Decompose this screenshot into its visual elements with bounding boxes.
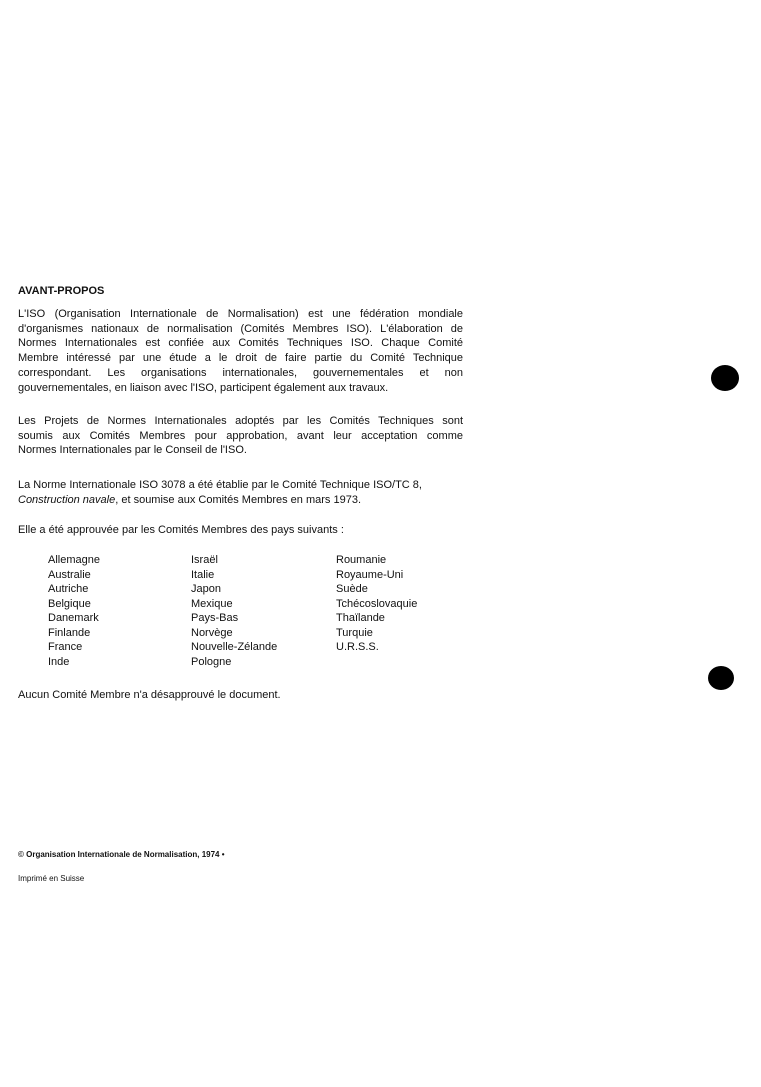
country: Suède: [336, 583, 368, 595]
country: Australie: [48, 568, 91, 581]
text-line: d'organismes nationaux de normalisation (Comités Membres ISO). L'élaboration de: [18, 322, 463, 335]
binding-hole-mark: [708, 666, 734, 690]
country: Mexique: [191, 597, 233, 610]
country: Royaume-Uni: [336, 568, 404, 581]
country: France: [48, 641, 83, 653]
approval-intro: Elle a été approuvée par les Comités Membres des pays suivants :: [18, 524, 344, 536]
country: Finlande: [48, 626, 91, 639]
text-line: correspondant. Les organisations internationales, gouvernementales et non: [18, 366, 463, 379]
country-column-2: [191, 553, 277, 669]
text-line: [18, 493, 463, 508]
country: Autriche: [48, 583, 89, 595]
country: Danemark: [48, 612, 99, 624]
text-line: L'ISO (Organisation Internationale de Normalisation) est une fédération mondiale: [18, 308, 463, 320]
text-line: Normes Internationales est confiée aux Comités Techniques ISO. Chaque Comité: [18, 337, 463, 350]
country: Norvège: [191, 626, 233, 639]
country: Belgique: [48, 597, 91, 610]
country: Pays-Bas: [191, 612, 239, 624]
country-column-3: [336, 553, 417, 655]
country: Italie: [191, 568, 215, 581]
country-column-1: [48, 553, 100, 669]
copyright-notice: © Organisation Internationale de Normalisation, 1974 •: [18, 850, 225, 859]
committee-name: Construction navale: [18, 493, 116, 506]
country: Nouvelle-Zélande: [191, 641, 278, 653]
country: Tchécoslovaquie: [336, 597, 418, 610]
binding-hole-mark: [711, 365, 739, 391]
foreword-paragraph-1: [18, 307, 463, 395]
foreword-paragraph-2: [18, 414, 463, 458]
foreword-paragraph-3: [18, 478, 463, 507]
text-line: gouvernementales, en liaison avec l'ISO, participent également aux travaux.: [18, 381, 389, 394]
country: Roumanie: [336, 554, 387, 566]
text-line: Les Projets de Normes Internationales adoptés par les Comités Techniques sont: [18, 415, 463, 427]
text-fragment: , et soumise aux Comités Membres en mars 1973.: [115, 493, 361, 506]
country: Israël: [191, 554, 218, 566]
text-line: Normes Internationales par le Conseil de l'ISO.: [18, 444, 247, 457]
text-line: soumis aux Comités Membres pour approbation, avant leur acceptation comme: [18, 429, 463, 442]
disapproval-note: Aucun Comité Membre n'a désapprouvé le document.: [18, 689, 281, 701]
country: U.R.S.S.: [336, 641, 379, 653]
printed-in: Imprimé en Suisse: [18, 874, 85, 883]
text-line: La Norme Internationale ISO 3078 a été établie par le Comité Technique ISO/TC 8,: [18, 479, 422, 491]
country: Japon: [191, 583, 221, 595]
country: Thaïlande: [336, 612, 385, 624]
section-heading: AVANT-PROPOS: [18, 285, 105, 297]
country: Turquie: [336, 626, 373, 639]
country: Pologne: [191, 655, 232, 668]
country: Inde: [48, 655, 70, 668]
text-line: Membre intéressé par une étude a le droit de faire partie du Comité Technique: [18, 352, 463, 365]
country: Allemagne: [48, 554, 100, 566]
